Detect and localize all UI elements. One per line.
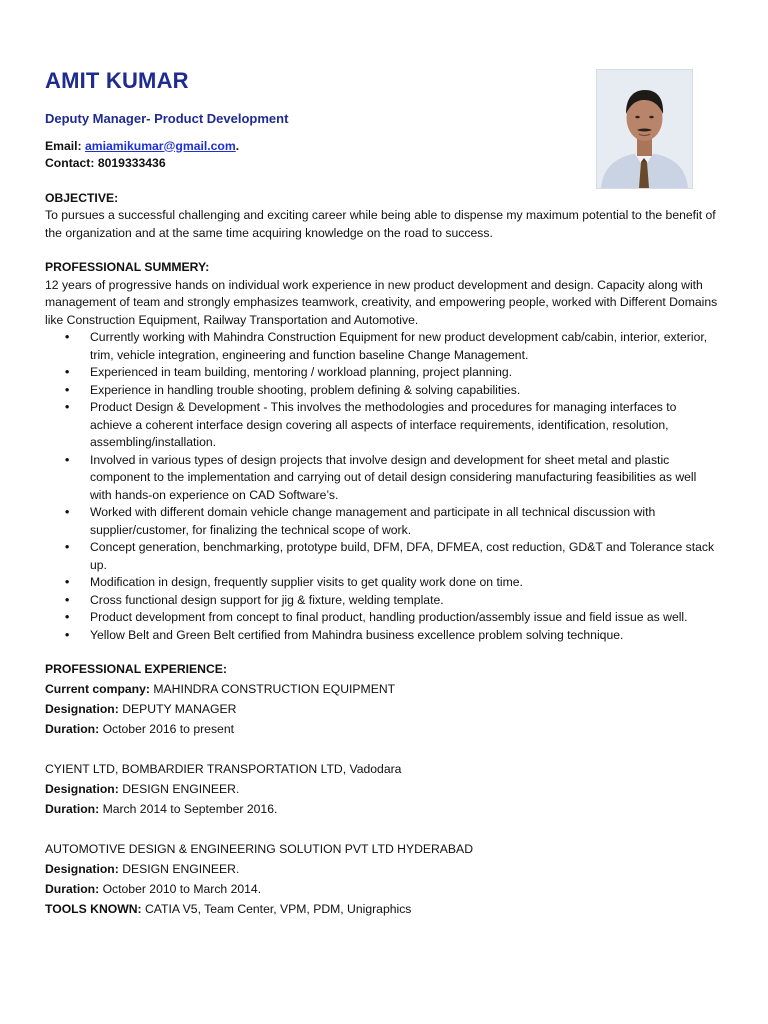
list-item: • Experience in handling trouble shooting, problem defining & solving capabilities. <box>45 382 720 400</box>
resume-content <box>45 64 720 919</box>
list-item: • Worked with different domain vehicle change management and participate in all technical discussion with supplier/customer, for finalizing the technical scope of work. <box>65 505 656 537</box>
list-item: • Product development from concept to final product, handling production/assembly issue and field issue as well. <box>45 609 720 627</box>
contact-label: Contact: <box>45 156 95 170</box>
job2-duration: Duration: March 2014 to September 2016. <box>45 801 278 816</box>
bullet-icon: • <box>65 505 70 519</box>
contact-line <box>45 155 720 173</box>
list-item: • Involved in various types of design projects that involve design and development for sheet metal and plastic component to the implementation and carrying out of detail design considering manufacturing feasibilities as well with hands-on experience on CAD Software’s. <box>65 452 697 502</box>
job3-duration: Duration: October 2010 to March 2014. <box>45 881 262 896</box>
bullet-icon: • <box>65 610 70 624</box>
contact-block <box>45 138 720 173</box>
list-item: • Concept generation, benchmarking, prototype build, DFM, DFA, DFMEA, cost reduction, GD&T and Tolerance stack up. <box>65 540 715 572</box>
job-title: Deputy Manager- Product Development <box>45 111 289 126</box>
email-label: Email: <box>45 138 82 153</box>
job2-designation: Designation: DESIGN ENGINEER. <box>45 781 240 796</box>
list-item: • Cross functional design support for jig & fixture, welding template. <box>45 592 720 610</box>
bullet-icon: • <box>65 540 70 554</box>
contact-number: 8019333436 <box>97 156 166 170</box>
bullet-icon: • <box>65 627 70 642</box>
tools-line: TOOLS KNOWN: CATIA V5, Team Center, VPM, PDM, Unigraphics <box>45 901 412 916</box>
summary-text: 12 years of progressive hands on individual work experience in new product development and design. Capacity along with management of team and strongly emphasizes teamwork, creativity, and empowering people, worked with Different Domains like Construction Equipment, Railway Transportation and Automotive. <box>45 277 718 327</box>
job3-company: AUTOMOTIVE DESIGN & ENGINEERING SOLUTION PVT LTD HYDERABAD <box>45 841 473 856</box>
job1-designation: Designation: DEPUTY MANAGER <box>45 701 237 716</box>
objective-section <box>45 190 720 243</box>
job1-duration: Duration: October 2016 to present <box>45 721 235 736</box>
list-item: • Modification in design, frequently supplier visits to get quality work done on time. <box>45 574 720 592</box>
objective-text: To pursues a successful challenging and exciting career while being able to dispense my maximum potential to the benefit of the organization and at the same time acquiring knowledge on the road to success. <box>45 208 716 240</box>
email-line <box>45 138 720 156</box>
summary-section <box>45 259 720 644</box>
list-item: • Yellow Belt and Green Belt certified from Mahindra business excellence problem solving technique. <box>45 627 720 645</box>
email-suffix: . <box>235 138 240 153</box>
bullet-icon: • <box>65 382 70 397</box>
summary-bullets <box>45 329 720 644</box>
bullet-icon: • <box>65 365 70 379</box>
email-link[interactable]: amiamikumar@gmail.com <box>84 138 236 153</box>
experience-heading: PROFESSIONAL EXPERIENCE: <box>45 662 227 676</box>
job2-company: CYIENT LTD, BOMBARDIER TRANSPORTATION LTD, Vadodara <box>45 761 402 776</box>
bullet-icon: • <box>65 400 70 414</box>
bullet-icon: • <box>65 592 70 607</box>
list-item: • Currently working with Mahindra Construction Equipment for new product development cab/cabin, interior, exterior, trim, vehicle integration, engineering and function baseline Change Management. <box>65 330 708 362</box>
objective-heading: OBJECTIVE: <box>45 190 119 205</box>
experience-section <box>45 661 720 919</box>
job3-designation: Designation: DESIGN ENGINEER. <box>45 861 240 876</box>
bullet-icon: • <box>65 575 70 589</box>
bullet-icon: • <box>65 330 70 344</box>
list-item: • Experienced in team building, mentoring / workload planning, project planning. <box>45 364 720 382</box>
list-item: • Product Design & Development - This involves the methodologies and procedures for managing interfaces to achieve a coherent interface design covering all aspects of interface requirements, identification, resolution, assembling/installation. <box>65 400 677 449</box>
summary-heading: PROFESSIONAL SUMMERY: <box>45 260 210 274</box>
bullet-icon: • <box>65 452 70 467</box>
candidate-name: AMIT KUMAR <box>45 68 189 93</box>
current-company-line: Current company: MAHINDRA CONSTRUCTION EQUIPMENT <box>45 681 396 696</box>
